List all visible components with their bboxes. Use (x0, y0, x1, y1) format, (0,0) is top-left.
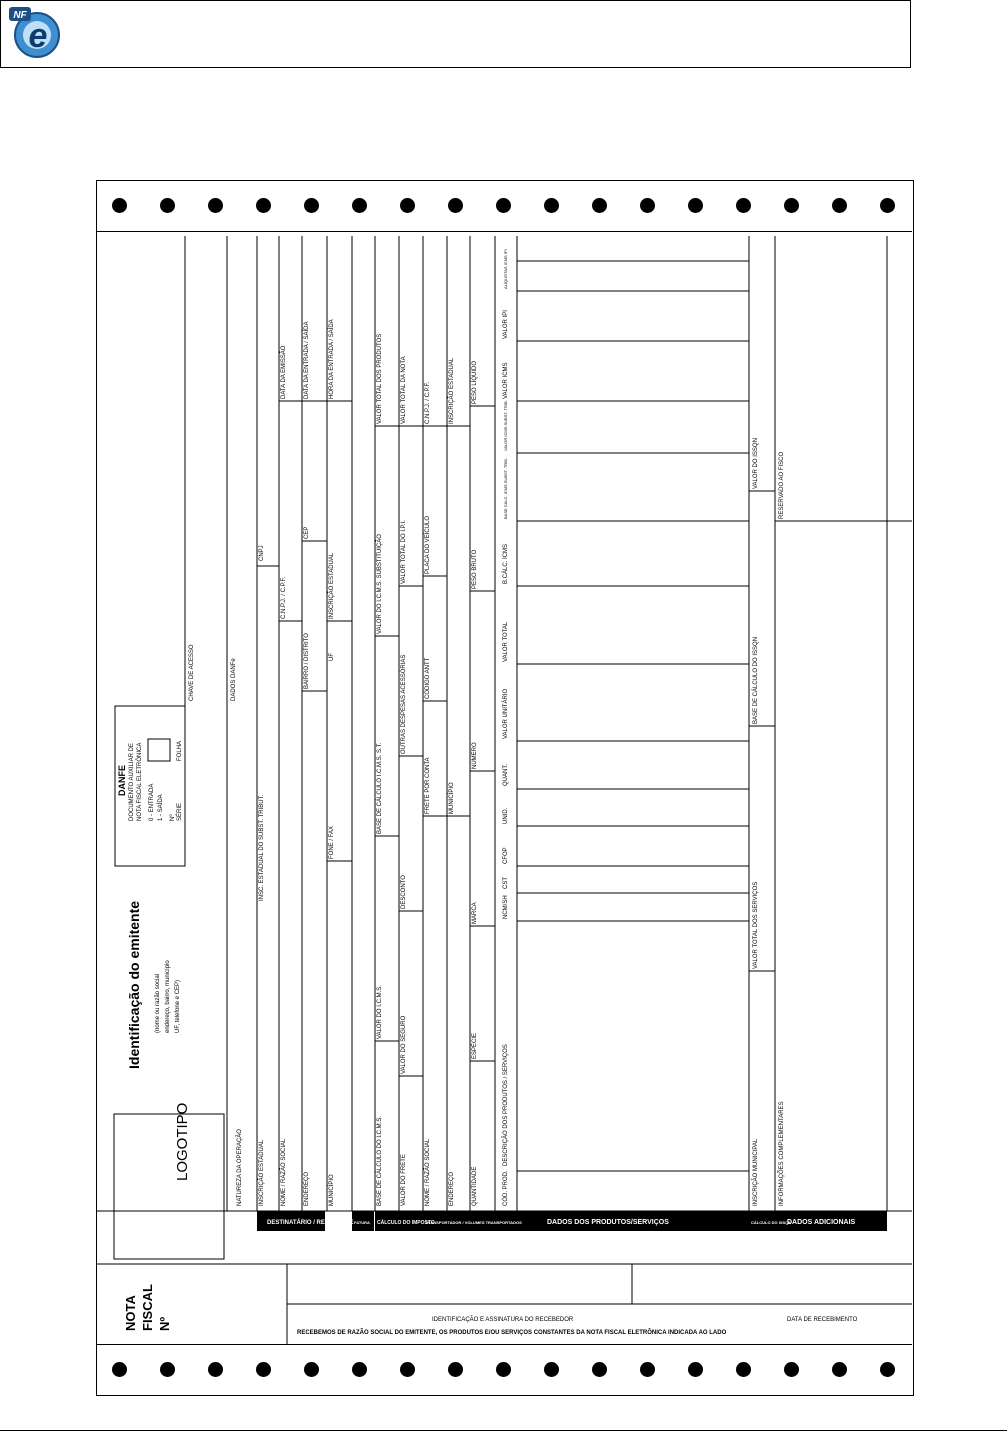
danfe-folha: FOLHA (177, 740, 183, 761)
logo-badge-text: NF (13, 10, 27, 21)
danfe-serie: SÉRIE (177, 802, 183, 821)
canhoto-recebemos: RECEBEMOS DE RAZÃO SOCIAL DO EMITENTE, OS PRODUTOS E/OU SERVIÇOS CONSTANTES DA NOTA FISCAL ELETRÔNICA INDICADA AO LADO (297, 1330, 727, 1336)
dados-danfe-label: DADOS DANFe (231, 658, 237, 701)
valor-prod-label: VALOR TOTAL DOS PRODUTOS (377, 333, 383, 424)
nome-razao-label: NOME / RAZÃO SOCIAL (281, 1138, 287, 1206)
quant-label: QUANT. (503, 763, 509, 786)
valor-nota-label: VALOR TOTAL DA NOTA (401, 356, 407, 424)
emitente-line: endereço, bairro, município (165, 960, 171, 1033)
canhoto-nota: NOTA (123, 1295, 138, 1331)
section-produtos: DADOS DOS PRODUTOS/SERVIÇOS (547, 1219, 669, 1226)
bc-icms-label: B.CÁLC. ICMS (503, 543, 509, 584)
v-total-label: VALOR TOTAL (503, 621, 509, 662)
danfe-title: DANFE (117, 765, 127, 796)
data-emissao-label: DATA DA EMISSÃO (281, 345, 287, 399)
v-unit-label: VALOR UNITÁRIO (503, 688, 509, 739)
hora-saida-label: HORA DA ENTRADA / SAÍDA (329, 319, 335, 399)
descricao-label: DESCRIÇÃO DOS PRODUTOS / SERVIÇOS (503, 1044, 509, 1166)
valor-frete-label: VALOR DO FRETE (401, 1154, 407, 1206)
danfe-sub: DOCUMENTO AUXILIAR DE (129, 743, 135, 821)
danfe-entrada: 0 - ENTRADA (149, 783, 155, 821)
cfop-label: CFOP (503, 847, 509, 864)
page-header (0, 0, 911, 68)
v-ipi-label: VALOR IPI (503, 310, 509, 339)
reservado-label: RESERVADO AO FISCO (779, 451, 785, 519)
nfe-logo-icon (7, 3, 65, 61)
danfe-numero: Nº (170, 814, 176, 821)
canhoto-fiscal: FISCAL (140, 1284, 155, 1331)
unid-label: UNID. (503, 807, 509, 824)
chave-label: CHAVE DE ACESSO (189, 644, 195, 701)
v-icms-label: VALOR ICMS (503, 362, 509, 399)
valor-icms-label: VALOR DO I.C.M.S. (377, 985, 383, 1039)
section-transp: TRANSPORTADOR / VOLUMES TRANSPORTADOS (425, 1220, 522, 1225)
peso-liq-label: PESO LÍQUIDO (472, 360, 478, 404)
base-icms-st-label: BASE DE CÁLCULO I.C.M.S. S.T. (377, 742, 383, 834)
base-icms-label: BASE DE CÁLCULO DO I.C.M.S. (377, 1115, 383, 1206)
cst-label: CST (503, 877, 509, 889)
canhoto-data: DATA DE RECEBIMENTO (787, 1317, 858, 1323)
logo-letter-text: e (28, 17, 48, 55)
transp-cnpj-label: C.N.P.J. / C.P.F. (425, 381, 431, 424)
municipio-label: MUNICÍPIO (329, 1174, 335, 1206)
canhoto-ident: IDENTIFICAÇÃO E ASSINATURA DO RECEBEDOR (432, 1317, 574, 1323)
valor-ipi-label: VALOR TOTAL DO I.P.I. (401, 520, 407, 584)
logotipo-label: LOGOTIPO (174, 1102, 191, 1181)
v-serv-label: VALOR TOTAL DOS SERVIÇOS (753, 881, 759, 969)
v-icms-st-label: VALOR ICMS SUBST. TRIB. (503, 400, 508, 451)
info-comp-label: INFORMAÇÕES COMPLEMENTARES (779, 1101, 785, 1206)
canhoto-numero: Nº (157, 1316, 172, 1331)
insc-est-label: INSCRIÇÃO ESTADUAL (329, 552, 335, 619)
cnpj-cpf-label: C.N.P.J. / C.P.F. (281, 576, 287, 619)
municipio2-label: MUNICÍPIO (449, 782, 455, 814)
uf-label: UF (329, 653, 335, 661)
v-issqn-label: VALOR DO ISSQN (753, 438, 759, 489)
section-fatura: FATURA (354, 1220, 370, 1225)
section-imposto: CÁLCULO DO IMPOSTO (377, 1220, 435, 1226)
emitente-line: UF, telefone e CEP) (175, 979, 181, 1033)
cep-label: CEP (304, 526, 310, 539)
peso-bruto-label: PESO BRUTO (472, 549, 478, 589)
transp-ie-label: INSCRIÇÃO ESTADUAL (449, 357, 455, 424)
valor-icms-st-label: VALOR DO I.C.M.S. SUBSTITUIÇÃO (377, 534, 383, 634)
desconto-label: DESCONTO (401, 875, 407, 909)
endereco2-label: ENDEREÇO (449, 1171, 455, 1206)
danfe-sub: NOTA FISCAL ELETRÔNICA (137, 742, 143, 821)
cod-prod-label: CÓD. PROD. (503, 1170, 509, 1206)
aliquotas-label: ALÍQUOTAS ICMS IPI (503, 249, 508, 289)
bc-issqn-label: BASE DE CÁLCULO DO ISSQN (753, 636, 759, 724)
danfe-body (97, 181, 912, 1394)
quantidade-label: QUANTIDADE (472, 1166, 478, 1206)
insc-mun-label: INSCRIÇÃO MUNICIPAL (753, 1138, 759, 1206)
valor-seguro-label: VALOR DO SEGURO (401, 1015, 407, 1074)
outras-label: OUTRAS DESPESAS ACESSÓRIAS (401, 654, 407, 754)
cod-antt-label: CÓDIGO ANTT (425, 657, 431, 699)
cnpj-label: CNPJ (259, 545, 265, 561)
emitente-line: (nome ou razão social (155, 973, 161, 1033)
marca-label: MARCA (472, 902, 478, 924)
endereco-label: ENDEREÇO (304, 1171, 310, 1206)
ie-st-label: INSC. ESTADUAL DO SUBST. TRIBUT. (259, 794, 265, 901)
especie-label: ESPÉCIE (472, 1032, 478, 1059)
numero-label: NÚMERO (472, 742, 478, 769)
section-adicionais: DADOS ADICIONAIS (787, 1219, 856, 1226)
danfe-saida: 1 - SAÍDA (158, 794, 164, 821)
ncm-label: NCM/SH (503, 895, 509, 919)
natureza-label: NATUREZA DA OPERAÇÃO (237, 1129, 243, 1206)
bairro-label: BAIRRO / DISTRITO (304, 633, 310, 689)
data-saida-label: DATA DA ENTRADA / SAÍDA (304, 321, 310, 399)
frete-conta-label: FRETE POR CONTA (425, 757, 431, 814)
section-issqn: CÁLCULO DO ISSQN (751, 1220, 792, 1225)
bc-st-label: BASE CÁLC. ICMS SUBST. TRIB. (503, 457, 508, 519)
emitente-title: Identificação do emitente (126, 900, 142, 1069)
danfe-form (96, 180, 914, 1396)
transp-nome-label: NOME / RAZÃO SOCIAL (425, 1138, 431, 1206)
ie-label: INSCRIÇÃO ESTADUAL (259, 1139, 265, 1206)
section-dest: DESTINATÁRIO / REMETENTE (267, 1220, 354, 1226)
page-footer-line (0, 1430, 1007, 1431)
placa-label: PLACA DO VEÍCULO (425, 515, 431, 574)
fone-label: FONE / FAX (329, 825, 335, 859)
